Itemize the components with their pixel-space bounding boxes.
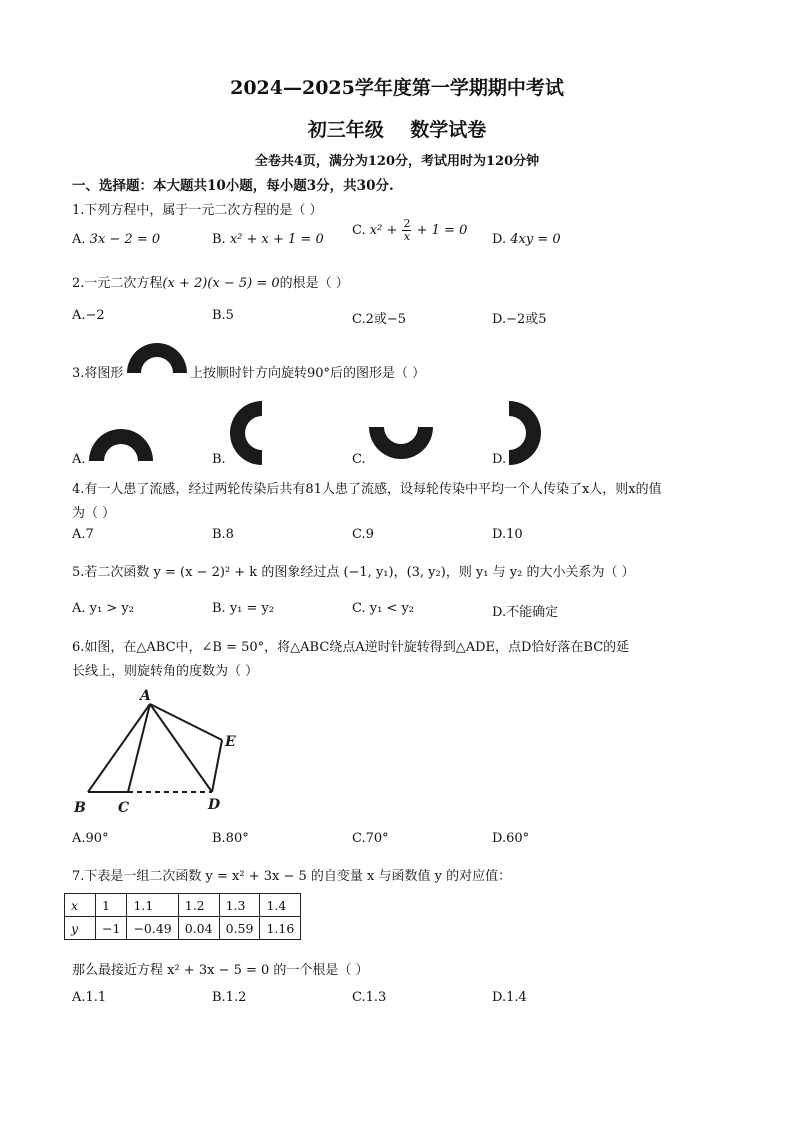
- q6-label-e: E: [225, 734, 236, 750]
- table-cell: 1: [96, 894, 127, 917]
- q7-option-c[interactable]: C.1.3: [352, 990, 387, 1005]
- q3-option-a[interactable]: A.: [72, 452, 86, 467]
- q5-option-c[interactable]: C. y₁ < y₂: [352, 601, 415, 616]
- q1-option-d[interactable]: [492, 232, 561, 247]
- table-cell: 0.04: [178, 917, 219, 940]
- q1-option-a-label: A.: [72, 232, 86, 247]
- exam-title: 2024—2025学年度第一学期期中考试: [230, 77, 564, 99]
- q6-triangle-figure: [70, 684, 250, 824]
- question-4-line1: 4.有一人患了流感，经过两轮传染后共有81人患了流感，设每轮传染中平均一个人传染了x人，则x的值: [72, 482, 662, 497]
- q7-value-table: [64, 893, 301, 940]
- q6-label-b: B: [74, 800, 86, 816]
- q4-option-c[interactable]: C.9: [352, 527, 374, 542]
- table-cell: 1.4: [260, 894, 301, 917]
- q5-option-d[interactable]: D.不能确定: [492, 605, 559, 620]
- table-cell: 1.2: [178, 894, 219, 917]
- q3-option-d[interactable]: D.: [492, 452, 507, 467]
- q2-option-a[interactable]: A.−2: [72, 308, 105, 323]
- q1-option-c-pre: x² +: [369, 223, 398, 238]
- q1-option-c-post: + 1 = 0: [416, 223, 468, 238]
- q3-option-b-figure: [225, 398, 265, 468]
- question-4-line2: 为（ ）: [72, 506, 116, 521]
- question-5-stem: 5.若二次函数 y = (x − 2)² + k 的图象经过点 (−1, y₁)，(3, y₂)，则 y₁ 与 y₂ 的大小关系为（ ）: [72, 565, 635, 580]
- q1-option-d-label: D.: [492, 232, 507, 247]
- q3-option-a-figure: [86, 424, 156, 464]
- q1-option-c-fraction: [402, 218, 411, 243]
- table-cell: 0.59: [219, 917, 260, 940]
- section-heading: 一、选择题：本大题共10小题，每小题3分，共30分.: [72, 178, 394, 194]
- table-cell: y: [65, 917, 96, 940]
- exam-subtitle: 初三年级 数学试卷: [307, 119, 487, 141]
- q6-label-d: D: [208, 797, 221, 813]
- table-row: [65, 917, 301, 940]
- q3-option-c-figure: [366, 424, 436, 464]
- q1-option-a[interactable]: [72, 232, 160, 247]
- q6-label-a: A: [140, 688, 151, 704]
- exam-info: 全卷共4页，满分为120分，考试用时为120分钟: [254, 154, 540, 169]
- table-cell: 1.1: [127, 894, 178, 917]
- table-cell: 1.3: [219, 894, 260, 917]
- q7-option-d[interactable]: D.1.4: [492, 990, 527, 1005]
- q1-option-c-denominator: x: [403, 230, 411, 243]
- q4-option-d[interactable]: D.10: [492, 527, 523, 542]
- q1-option-c-label: C.: [352, 223, 366, 238]
- question-7-stem: 7.下表是一组二次函数 y = x² + 3x − 5 的自变量 x 与函数值 y 的对应值：: [72, 869, 512, 884]
- q1-option-b-math: x² + x + 1 = 0: [229, 232, 324, 247]
- question-6-line1: 6.如图，在△ABC中，∠B = 50°，将△ABC绕点A逆时针旋转得到△ADE，点D恰好落在BC的延: [72, 640, 630, 655]
- q6-label-c: C: [118, 800, 130, 816]
- q6-option-b[interactable]: B.80°: [212, 831, 249, 846]
- q7-option-b[interactable]: B.1.2: [212, 990, 247, 1005]
- question-6-line2: 长线上，则旋转角的度数为（ ）: [72, 664, 259, 679]
- q2-option-d[interactable]: D.−2或5: [492, 312, 547, 327]
- q1-option-c-numerator: 2: [403, 217, 411, 230]
- table-cell: x: [65, 894, 96, 917]
- question-3-stem-post: 上按顺时针方向旋转90°后的图形是（ ）: [190, 366, 426, 381]
- q4-option-a[interactable]: A.7: [72, 527, 94, 542]
- question-7-followup: 那么最接近方程 x² + 3x − 5 = 0 的一个根是（ ）: [72, 963, 369, 978]
- table-cell: −1: [96, 917, 127, 940]
- q6-option-d[interactable]: D.60°: [492, 831, 530, 846]
- q2-option-b[interactable]: B.5: [212, 308, 234, 323]
- question-3-stem-pre: 3.将图形: [72, 366, 124, 381]
- q1-option-b[interactable]: [212, 232, 324, 247]
- q6-option-a[interactable]: A.90°: [72, 831, 109, 846]
- q2-stem-pre: 2.一元二次方程: [72, 276, 163, 291]
- q3-option-b[interactable]: B.: [212, 452, 226, 467]
- q3-option-c[interactable]: C.: [352, 452, 366, 467]
- table-cell: 1.16: [260, 917, 301, 940]
- table-cell: −0.49: [127, 917, 178, 940]
- q1-option-b-label: B.: [212, 232, 226, 247]
- table-row: [65, 894, 301, 917]
- q3-reference-figure: [124, 340, 190, 376]
- q5-option-b[interactable]: B. y₁ = y₂: [212, 601, 275, 616]
- q5-option-a[interactable]: A. y₁ > y₂: [72, 601, 134, 616]
- q1-option-d-math: 4xy = 0: [510, 232, 561, 247]
- q3-option-d-figure: [506, 398, 546, 468]
- q2-stem-math: (x + 2)(x − 5) = 0: [162, 276, 280, 291]
- q1-option-a-math: 3x − 2 = 0: [89, 232, 161, 247]
- q2-option-c[interactable]: C.2或−5: [352, 312, 407, 327]
- question-2-stem: [72, 272, 349, 291]
- q1-option-c[interactable]: [352, 218, 467, 243]
- q6-option-c[interactable]: C.70°: [352, 831, 389, 846]
- question-1-stem: 1.下列方程中，属于一元二次方程的是（ ）: [72, 203, 323, 218]
- q7-option-a[interactable]: A.1.1: [72, 990, 107, 1005]
- q4-option-b[interactable]: B.8: [212, 527, 234, 542]
- q2-stem-post: 的根是（ ）: [279, 276, 349, 291]
